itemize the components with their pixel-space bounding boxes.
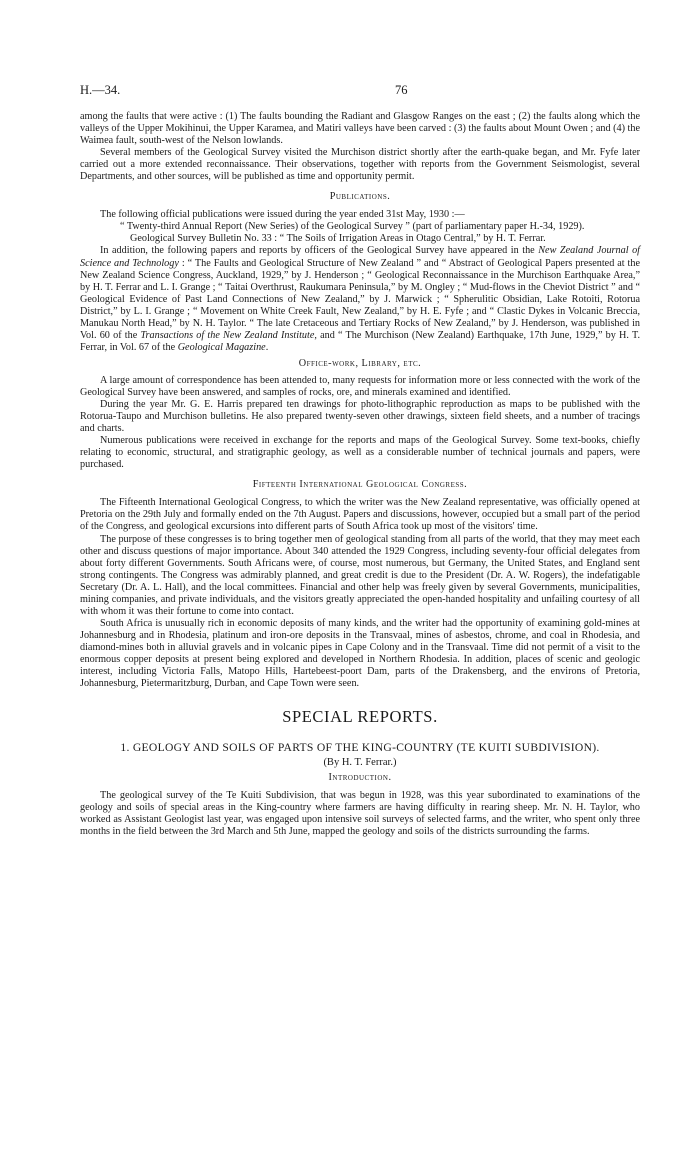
publication-item-bulletin: Geological Survey Bulletin No. 33 : “ The Soils of Irrigation Areas in Otago Central,” by H. T. Ferrar. [130, 233, 546, 245]
report-reference: H.—34. [80, 83, 121, 97]
paragraph-south-africa: South Africa is unusually rich in economic deposits of many kinds, and the writer had the opportunity of examining gold-mines at Johannesburg and in Rhodesia, platinum and iron-ore deposits in the Transvaal, mines of asbestos, chrome, and coal in Rhodesia, and diamond-mines both in alluvial gravels and in volcanic pipes in Cape Colony and in the Transvaal. Time did not permit of a visit to the enormous copper deposits at present being explored and developed in Northern Rhodesia. In addition, places of scenic and geologic interest, including Victoria Falls, Matopo Hills, Hartebeest-poort Dam, parts of the Drakensberg, and the environs of Pretoria, Johannesburg, Pietermaritzburg, Durban, and Cape Town were seen. [80, 617, 640, 690]
publication-item-annual-report: “ Twenty-third Annual Report (New Series) of the Geological Survey ” (part of parliamentary paper H.-34, 1929). [120, 221, 585, 233]
paragraph-drawings: During the year Mr. G. E. Harris prepared ten drawings for photo-lithographic reproduction as maps to be published with the Rotorua-Taupo and Murchison bulletins. He also prepared twenty-seven other drawings, sixteen field sheets, and a number of tracings and charts. [80, 399, 640, 435]
congress-heading: Fifteenth International Geological Congress. [252, 479, 468, 491]
journal-title: New Zealand Journal of Science and Technology [80, 245, 640, 269]
paragraph-survey-visit: Several members of the Geological Survey visited the Murchison district shortly after the earth-quake began, and Mr. Fyfe later carried out a more extended reconnaissance. Their observations, together with reports from the Government Seismologist, several Departments, and other sources, will be published as time and opportunity permit. [80, 147, 640, 183]
byline: (By H. T. Ferrar.) [323, 757, 397, 769]
paragraph-correspondence: A large amount of correspondence has been attended to, many requests for information more or less connected with the work of the Geological Survey have been answered, and samples of rocks, ore, and minerals examined and identified. [80, 374, 640, 398]
paragraph-introduction: The geological survey of the Te Kuiti Subdivision, that was begun in 1928, was this year subordinated to examinations of the geology and soils of special areas in the King-country where farmers are having difficulty in rearing sheep. Mr. N. H. Taylor, who worked as Assistant Geologist last year, was engaged upon intensive soil surveys of selected farms, and the writer, who spent only three months in the field between the 3rd March and 5th June, mapped the geology and soils of the districts surrounding the farms. [80, 790, 640, 838]
special-reports-title: SPECIAL REPORTS. [282, 707, 438, 727]
journal-title: Geological Magazine [177, 341, 266, 353]
paragraph-additional-papers: In addition, the following papers and reports by officers of the Geological Survey have appeared in the New Zealand Journal of Science and Technology : “ The Faults and Geological Structure of New Zealand ” and “ Abstract of Geological Papers presented at the New Zealand Science Congress, Auckland, 1929,” by J. Henderson ; “ Geological Reconnaissance in the Murchison Earthquake Area,” by H. T. Ferrar and L. I. Grange ; “ Taitai Overthrust, Raukumara Peninsula,” by M. Ongley ; “ Mud-flows in the Cheviot District ” and “ Geological Evidence of Past Land Connections of New Zealand,” by J. Marwick ; “ Spherulitic Obsidian, Lake Rotoiti, Rotorua District,” by L. I. Grange ; “ Movement on White Creek Fault, New Zealand,” by H. E. Fyfe ; and “ Clastic Dykes in Volcanic Breccia, Manukau North Head,” by N. H. Taylor. “ The late Cretaceous and Tertiary Rocks of New Zealand,” by J. Henderson, was published in Vol. 60 of the Transactions of the New Zealand Institute, and “ The Murchison (New Zealand) Earthquake, 17th June, 1929,” by H. T. Ferrar, in Vol. 67 of the Geological Magazine. [80, 245, 641, 353]
page-header [80, 83, 640, 99]
page-number: 76 [395, 83, 408, 97]
paragraph-exchange: Numerous publications were received in exchange for the reports and maps of the Geological Survey. Some text-books, chiefly relating to economic, structural, and stratigraphic geology, as well as a considerable number of technical journals and papers, were purchased. [80, 435, 640, 471]
page-body [80, 111, 640, 838]
paragraph-faults: among the faults that were active : (1) The faults bounding the Radiant and Glasgow Ranges on the east ; (2) the faults along which the valleys of the Upper Mokihinui, the Upper Karamea, and Matiri valleys have been carved : (3) the faults about Mount Owen ; and (4) the Waimea fault, south-west of the Nelson lowlands. [80, 111, 640, 147]
paragraph-congress-opening: The Fifteenth International Geological Congress, to which the writer was the New Zealand representative, was officially opened at Pretoria on the 29th July and formally ended on the 7th August. Papers and discussions, however, occupied but a small part of the period of the Congress, and geological excursions into different parts of South Africa took up most of the visitors' time. [80, 497, 640, 533]
office-work-heading: Office-work, Library, etc. [298, 357, 422, 369]
paragraph-congress-purpose: The purpose of these congresses is to bring together men of geological standing from all parts of the world, that they may meet each other and discuss questions of major importance. About 340 attended the 1929 Congress, including seventy-four official delegates from about forty different Governments. South Africans were, of course, most numerous, but Germany, the United States, and England sent strong contingents. The Congress was admirably planned, and great credit is due to the President (Dr. A. W. Rogers), the indefatigable Secretary (Dr. A. L. Hall), and the local committees. Financial and other help was freely given by several Governments, municipalities, mining companies, and private individuals, and the visitors greatly appreciated the open-handed hospitality and unfailing courtesy of all with whom it was their fortune to come into contact. [80, 533, 640, 617]
introduction-heading: Introduction. [328, 772, 392, 784]
publications-heading: Publications. [329, 191, 391, 203]
publications-intro: The following official publications were issued during the year ended 31st May, 1930 :— [100, 209, 465, 221]
journal-title: Transactions of the New Zealand Institute [140, 329, 315, 341]
section-title: 1. GEOLOGY AND SOILS OF PARTS OF THE KING-COUNTRY (TE KUITI SUBDIVISION). [120, 741, 600, 755]
